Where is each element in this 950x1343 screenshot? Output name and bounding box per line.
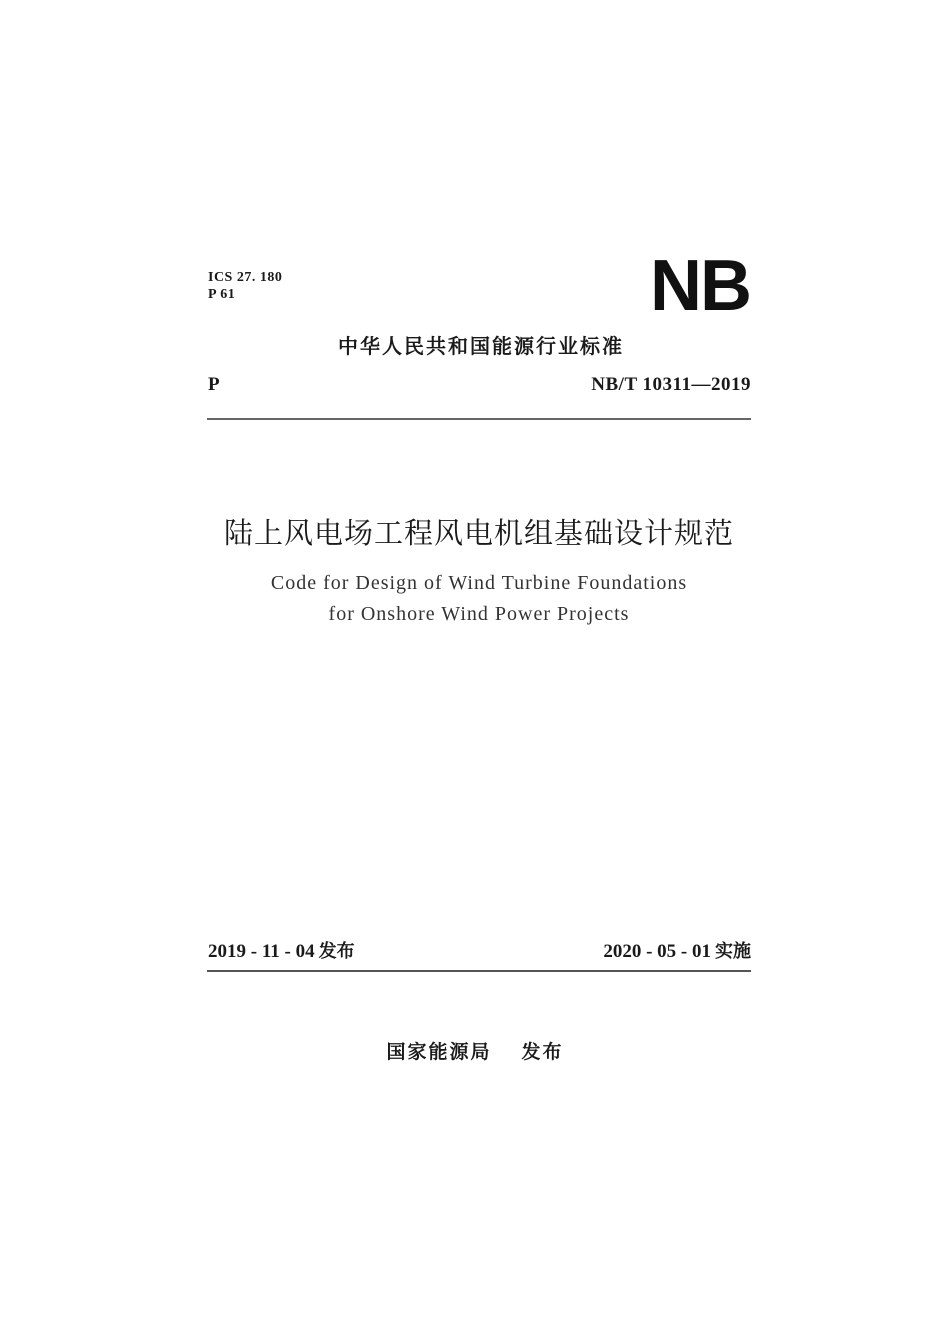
nb-logo: NB <box>650 246 750 326</box>
header-divider <box>207 418 751 420</box>
standard-category-title: 中华人民共和国能源行业标准 <box>338 334 624 358</box>
effective-label: 实施 <box>715 941 751 962</box>
issue-label: 发布 <box>318 941 355 962</box>
footer-divider <box>207 970 751 972</box>
effective-date: 2020 - 05 - 01 <box>603 941 711 962</box>
category-code: P <box>208 374 220 395</box>
issue-date: 2019 - 11 - 04 <box>208 941 315 962</box>
ics-classification <box>208 269 282 303</box>
publisher-action: 发布 <box>521 1041 564 1063</box>
chinese-title: 陆上风电场工程风电机组基础设计规范 <box>223 516 734 550</box>
standard-number: NB/T 10311—2019 <box>591 374 751 395</box>
ccs-code: P 61 <box>208 287 236 302</box>
english-title-line-1: Code for Design of Wind Turbine Foundations <box>270 572 688 594</box>
ics-code: ICS 27. 180 <box>208 270 283 285</box>
english-title <box>0 568 950 630</box>
publisher-line <box>0 1038 950 1066</box>
english-title-line-2: for Onshore Wind Power Projects <box>328 603 630 625</box>
issue-date-block <box>208 938 355 966</box>
effective-date-block <box>603 938 751 966</box>
publisher-name: 国家能源局 <box>386 1041 492 1063</box>
